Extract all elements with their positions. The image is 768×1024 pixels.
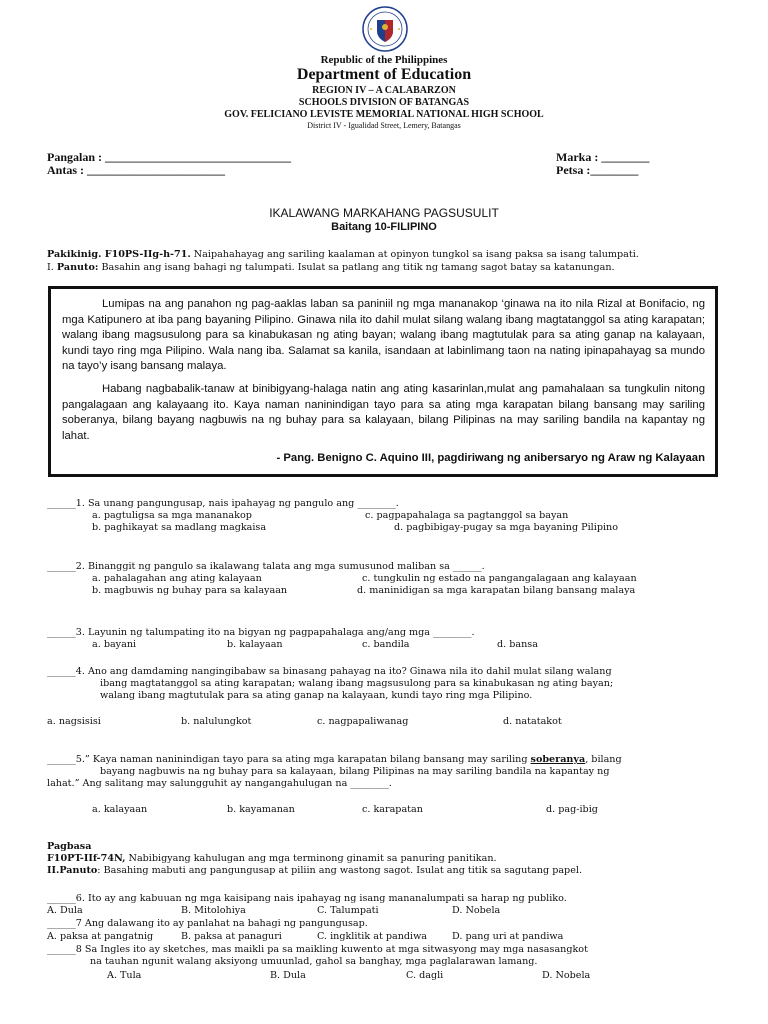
- question-8-choice-c[interactable]: C. dagli: [406, 970, 444, 981]
- question-1-choice-b[interactable]: b. paghikayat sa madlang magkaisa: [92, 522, 267, 533]
- deped-seal-icon: [362, 6, 408, 52]
- question-2-choice-c[interactable]: c. tungkulin ng estado na pangangalagaan ang kalayaan: [362, 573, 637, 584]
- pagbasa-heading: Pagbasa: [47, 841, 92, 852]
- question-1-choice-c[interactable]: c. pagpapahalaga sa pagtanggol sa bayan: [365, 510, 569, 521]
- passage-paragraph-2: Habang nagbabalik-tanaw at binibigyang-halaga natin ang ating kasarinlan,mulat ang pamahalaan sa tungkulin nitong pangalagaan ang kalayaang ito. Kaya naman naninindigan tayo para sa ating mga karapatan bilang bansang may sariling soberanya, bilang bayang nagbuwis na ng buhay para sa kalayaan, bilang Pilipinas na may sariling bandila na kapantay ng lahat.: [62, 382, 705, 442]
- pakikinig-label: Pakikinig. F10PS-IIg-h-71.: [47, 249, 191, 260]
- question-5-choice-b[interactable]: b. kayamanan: [227, 804, 295, 815]
- speech-passage-box: [48, 286, 718, 477]
- question-5-choice-a[interactable]: a. kalayaan: [92, 804, 148, 815]
- petsa-field[interactable]: Petsa :________: [556, 163, 639, 177]
- question-8-choice-b[interactable]: B. Dula: [270, 970, 306, 981]
- question-4-choice-c[interactable]: c. nagpapaliwanag: [317, 716, 409, 727]
- question-8-line-2: na tauhan ngunit walang aksiyong umuunlad, gahol sa banghay, mga paglalarawan lamang.: [90, 956, 538, 967]
- question-5-line-3: lahat.” Ang salitang may salungguhit ay nangangahulugan na ________.: [47, 778, 392, 789]
- question-5-stem-post: , bilang: [585, 754, 622, 765]
- question-7-choice-c[interactable]: C. ingklitik at pandiwa: [317, 931, 428, 942]
- question-5-stem-pre: ______5.” Kaya naman naninindigan tayo para sa ating mga karapatan bilang bansang may sariling: [47, 754, 531, 765]
- question-6-choice-d[interactable]: D. Nobela: [452, 905, 501, 916]
- panuto1-label: Panuto:: [56, 262, 99, 273]
- passage-signature: - Pang. Benigno C. Aquino III, pagdiriwang ng anibersaryo ng Araw ng Kalayaan: [276, 452, 705, 465]
- panuto1-prefix: I.: [47, 262, 57, 273]
- question-6-stem: ______6. Ito ay ang kabuuan ng mga kaisipang nais ipahayag ng isang mananalumpati sa harap ng publiko.: [47, 893, 567, 904]
- question-4-choice-d[interactable]: d. natatakot: [503, 716, 562, 727]
- question-4-choice-b[interactable]: b. nalulungkot: [181, 716, 252, 727]
- question-1-choice-a[interactable]: a. pagtuligsa sa mga mananakop: [92, 510, 252, 521]
- exam-title: IKALAWANG MARKAHANG PAGSUSULIT: [269, 206, 499, 220]
- question-4-line-2: ibang magtatanggol sa ating karapatan; walang ibang magsusulong para sa kinabukasan ng ating bayan;: [100, 678, 614, 689]
- pakikinig-line: [47, 249, 639, 260]
- department-title: Department of Education: [296, 66, 472, 83]
- pangalan-field[interactable]: Pangalan : _______________________________: [47, 150, 292, 164]
- panuto1-text: Basahin ang isang bahagi ng talumpati. Isulat sa patlang ang titik ng tamang sagot batay sa katanungan.: [98, 262, 615, 273]
- question-5-underlined-word: soberanya: [530, 754, 586, 765]
- question-6-choice-b[interactable]: B. Mitolohiya: [181, 905, 246, 916]
- pakikinig-text: Naipahahayag ang sariling kaalaman at opinyon tungkol sa isang paksa sa isang talumpati.: [190, 249, 639, 260]
- question-3-choice-c[interactable]: c. bandila: [362, 639, 410, 650]
- region-line: REGION IV – A CALABARZON: [312, 85, 456, 96]
- school-line: GOV. FELICIANO LEVISTE MEMORIAL NATIONAL HIGH SCHOOL: [224, 109, 544, 120]
- panuto1-line: [47, 262, 615, 273]
- question-4-stem: ______4. Ano ang damdaming nangingibabaw sa binasang pahayag na ito? Ginawa nila ito dahil mulat silang walang: [47, 666, 612, 677]
- question-1-stem: ______1. Sa unang pangungusap, nais ipahayag ng pangulo ang ________.: [47, 498, 399, 509]
- question-3-choice-a[interactable]: a. bayani: [92, 639, 137, 650]
- question-6-choice-a[interactable]: A. Dula: [47, 905, 83, 916]
- question-5-line-2: bayang nagbuwis na ng buhay para sa kalayaan, bilang Pilipinas na may sariling bandila na kapantay ng: [100, 766, 610, 777]
- question-3-choice-b[interactable]: b. kalayaan: [227, 639, 283, 650]
- address-line: District IV - Igualidad Street, Lemery, Batangas: [307, 121, 461, 130]
- question-8-choice-d[interactable]: D. Nobela: [542, 970, 591, 981]
- question-5-choice-c[interactable]: c. karapatan: [362, 804, 423, 815]
- question-7-choice-a[interactable]: A. paksa at pangatnig: [47, 931, 154, 942]
- question-2-choice-a[interactable]: a. pahalagahan ang ating kalayaan: [92, 573, 262, 584]
- panuto2-label: II.Panuto: [47, 865, 98, 876]
- pagbasa-code-line: [47, 853, 497, 864]
- republic-line: Republic of the Philippines: [320, 54, 448, 66]
- pagbasa-code: F10PT-IIf-74N,: [47, 853, 126, 864]
- question-7-choice-b[interactable]: B. paksa at panaguri: [181, 931, 282, 942]
- antas-field[interactable]: Antas : _______________________: [47, 163, 226, 177]
- question-3-stem: ______3. Layunin ng talumpating ito na bigyan ng pagpapahalaga ang/ang mga ________.: [47, 627, 475, 638]
- question-2-stem: ______2. Binanggit ng pangulo sa ikalawang talata ang mga sumusunod maliban sa ______.: [47, 561, 485, 572]
- question-8-stem: ______8 Sa Ingles ito ay sketches, mas maikli pa sa maikling kuwento at mga sitwasyong may mga nasasangkot: [47, 944, 588, 955]
- panuto2-text: : Basahing mabuti ang pangungusap at piliin ang wastong sagot. Isulat ang titik sa sagutang papel.: [97, 865, 582, 876]
- question-6-choice-c[interactable]: C. Talumpati: [317, 905, 379, 916]
- question-5-stem: [47, 754, 622, 765]
- panuto2-line: [47, 865, 582, 876]
- question-7-stem: ______7 Ang dalawang ito ay panlahat na bahagi ng pangungusap.: [47, 918, 368, 929]
- passage-paragraph-1: Lumipas na ang panahon ng pag-aaklas laban sa paniniil ng mga mananakop ‘ginawa na ito nila Rizal at Bonifacio, ng mga Katipunero at iba pang bayaning Pilipino. Ginawa nila ito dahil mulat silang walang ibang magtatanggol sa ating karapatan; walang ibang magsusulong para sa kinabukasan ng ating bayan; walang ibang magtutulak para sa ating ganap na kalayaan, kundi tayo ring mga Pilipino. Wala nang iba. Salamat sa kanila, isandaan at labinlimang taon na nating ipinapahayag sa mundo na tayo’y isang bansang malaya.: [62, 298, 705, 373]
- question-4-line-3: walang ibang magtutulak para sa ating ganap na kalayaan, kundi tayo ring mga Pilipino.: [100, 690, 533, 701]
- question-2-choice-b[interactable]: b. magbuwis ng buhay para sa kalayaan: [92, 585, 288, 596]
- question-2-choice-d[interactable]: d. maninidigan sa mga karapatan bilang bansang malaya: [357, 585, 636, 596]
- question-7-choice-d[interactable]: D. pang uri at pandiwa: [452, 931, 564, 942]
- question-1-choice-d[interactable]: d. pagbibigay-pugay sa mga bayaning Pilipino: [394, 522, 618, 533]
- question-3-choice-d[interactable]: d. bansa: [497, 639, 538, 650]
- marka-field[interactable]: Marka : ________: [556, 150, 650, 164]
- exam-subtitle: Baitang 10-FILIPINO: [331, 221, 437, 233]
- division-line: SCHOOLS DIVISION OF BATANGAS: [298, 97, 470, 108]
- question-5-choice-d[interactable]: d. pag-ibig: [546, 804, 598, 815]
- question-8-choice-a[interactable]: A. Tula: [107, 970, 142, 981]
- question-4-choice-a[interactable]: a. nagsisisi: [47, 716, 101, 727]
- pagbasa-code-text: Nabibigyang kahulugan ang mga terminong ginamit sa panuring panitikan.: [125, 853, 497, 864]
